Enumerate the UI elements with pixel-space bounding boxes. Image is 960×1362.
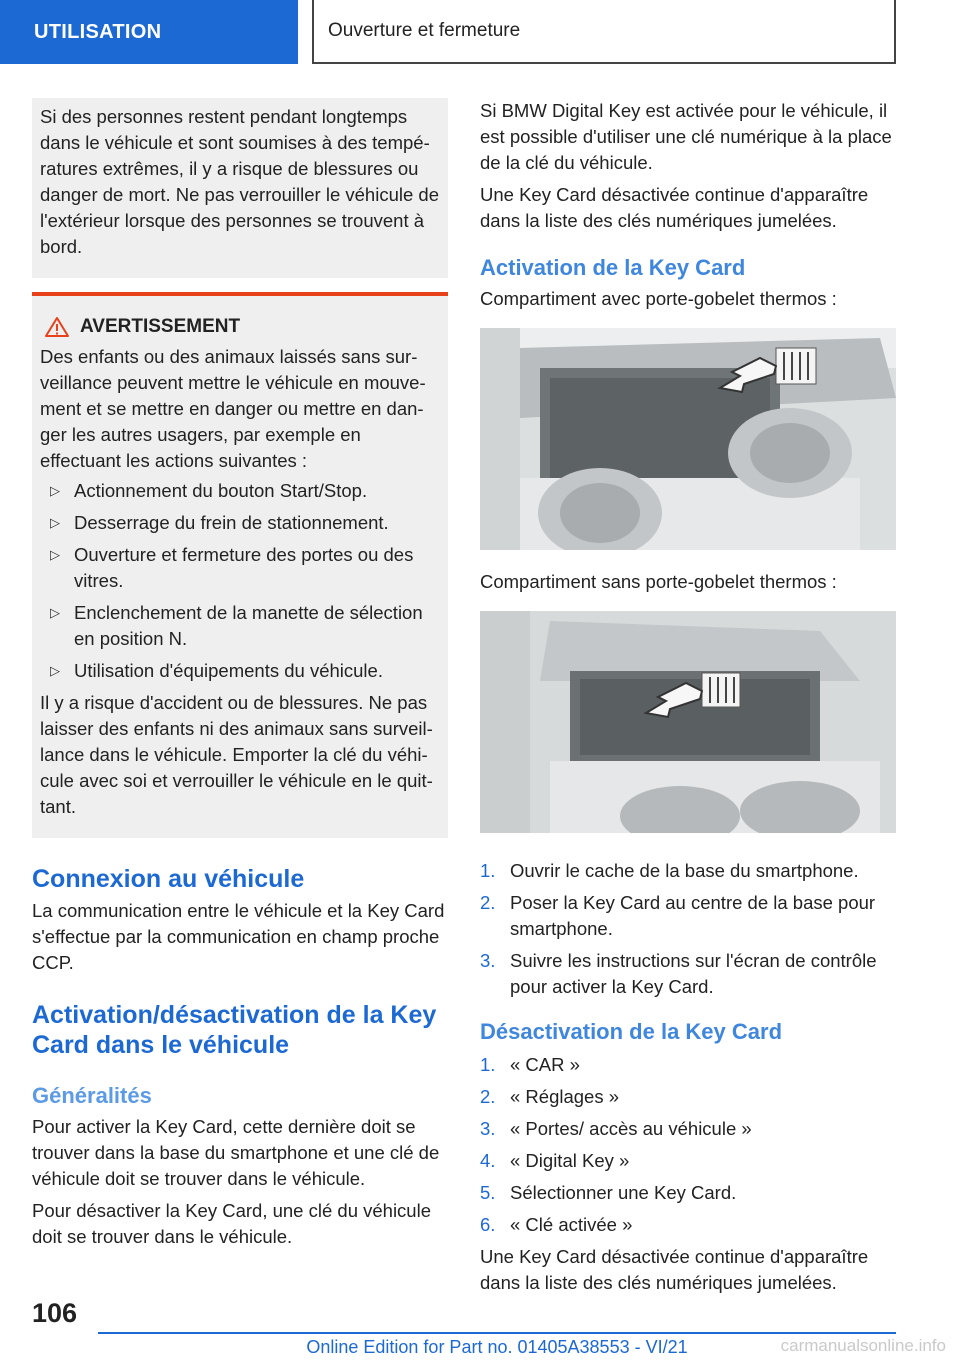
list-item: 2. Poser la Key Card au centre de la base pour smartphone. [480, 892, 876, 939]
compartment-with-cupholder-photo [480, 328, 896, 550]
list-item: ▷ Utilisation d'équipements du véhicule. [40, 658, 440, 684]
triangle-bullet-icon: ▷ [50, 663, 60, 678]
digital-key-text: Si BMW Digital Key est activée pour le véhicule, il est possible d'utiliser une clé numérique à la place de la clé du véhicule. [480, 100, 892, 173]
list-item: 3. « Portes/ accès au véhicule » [480, 1118, 752, 1139]
connexion-heading: Connexion au véhicule [32, 865, 305, 893]
warning-outro: Il y a risque d'accident ou de blessures. Ne pas laisser des enfants ni des animaux sans surveillance dans le véhicule. Emporter la clé du véhicule avec soi et verrouiller le véhicule en le quittant. [40, 692, 433, 817]
triangle-bullet-icon: ▷ [50, 547, 60, 562]
warning-intro: Des enfants ou des animaux laissés sans surveillance peuvent mettre le véhicule en mouvement et se mettre en danger ou mettre en danger les autres usagers, par exemple en effectuant les actions suivantes : [40, 346, 426, 471]
left-column [32, 98, 448, 1256]
edition-text: Online Edition for Part no. 01405A38553 - VI/21 [306, 1337, 688, 1357]
deactivated-card-note: Une Key Card désactivée continue d'apparaître dans la liste des clés numériques jumelées. [480, 1246, 869, 1293]
list-item: 5. Sélectionner une Key Card. [480, 1182, 737, 1203]
list-item: ▷ Ouverture et fermeture des portes ou des vitres. [50, 544, 414, 591]
triangle-bullet-icon: ▷ [50, 605, 60, 620]
triangle-bullet-icon: ▷ [50, 483, 60, 498]
deactivation-heading: Désactivation de la Key Card [480, 1019, 783, 1044]
right-column [480, 98, 896, 1302]
chapter-title: Ouverture et fermeture [328, 20, 521, 41]
list-item: 2. « Réglages » [480, 1086, 620, 1107]
list-item: 4. « Digital Key » [480, 1150, 630, 1171]
caution-box [32, 98, 448, 278]
warning-list [40, 478, 440, 684]
list-item: 6. « Clé activée » [480, 1214, 633, 1235]
warning-heading [44, 314, 440, 340]
watermark: carmanualsonline.info [780, 1336, 946, 1355]
section-tab [0, 0, 298, 64]
caution-text: Si des personnes restent pendant longtemps dans le véhicule et sont soumises à des températures extrêmes, il y a risque de blessures ou danger de mort. Ne pas verrouiller le véhicule de l'extérieur lorsque des personnes se trouvent à bord. [40, 106, 439, 257]
list-item: ▷ Enclenchement de la manette de sélection en position N. [50, 602, 423, 649]
activation-heading: Activation/désactivation de la Key Card dans le véhicule [32, 1001, 437, 1059]
connexion-text: La communication entre le véhicule et la Key Card s'effectue par la communication en champ proche CCP. [32, 900, 445, 973]
deactivation-steps [480, 1052, 896, 1238]
chapter-header [312, 0, 896, 64]
warning-triangle-icon [44, 316, 70, 338]
page-number: 106 [32, 1298, 78, 1328]
list-item: 1. Ouvrir le cache de la base du smartphone. [480, 860, 859, 881]
deactivated-card-text: Une Key Card désactivée continue d'apparaître dans la liste des clés numériques jumelées. [480, 184, 869, 231]
caption-without-cupholder: Compartiment sans porte-gobelet thermos : [480, 571, 837, 592]
activation-p1: Pour activer la Key Card, cette dernière doit se trouver dans la base du smartphone et une clé de véhicule doit se trouver dans le véhicule. [32, 1116, 440, 1189]
triangle-bullet-icon: ▷ [50, 515, 60, 530]
compartment-without-cupholder-photo [480, 611, 896, 833]
list-item: 3. Suivre les instructions sur l'écran de contrôle pour activer la Key Card. [480, 950, 877, 997]
list-item: ▷ Actionnement du bouton Start/Stop. [40, 478, 440, 504]
list-item: 1. « CAR » [480, 1054, 580, 1075]
warning-box [32, 292, 448, 838]
caption-with-cupholder: Compartiment avec porte-gobelet thermos : [480, 288, 837, 309]
section-title: UTILISATION [34, 20, 162, 43]
activation-p2: Pour désactiver la Key Card, une clé du véhicule doit se trouver dans le véhicule. [32, 1200, 431, 1247]
activation-key-card-heading: Activation de la Key Card [480, 255, 746, 280]
activation-steps [480, 858, 896, 1000]
warning-title: AVERTISSEMENT [80, 316, 241, 337]
list-item: ▷ Desserrage du frein de stationnement. [40, 510, 440, 536]
generalites-heading: Généralités [32, 1083, 152, 1108]
